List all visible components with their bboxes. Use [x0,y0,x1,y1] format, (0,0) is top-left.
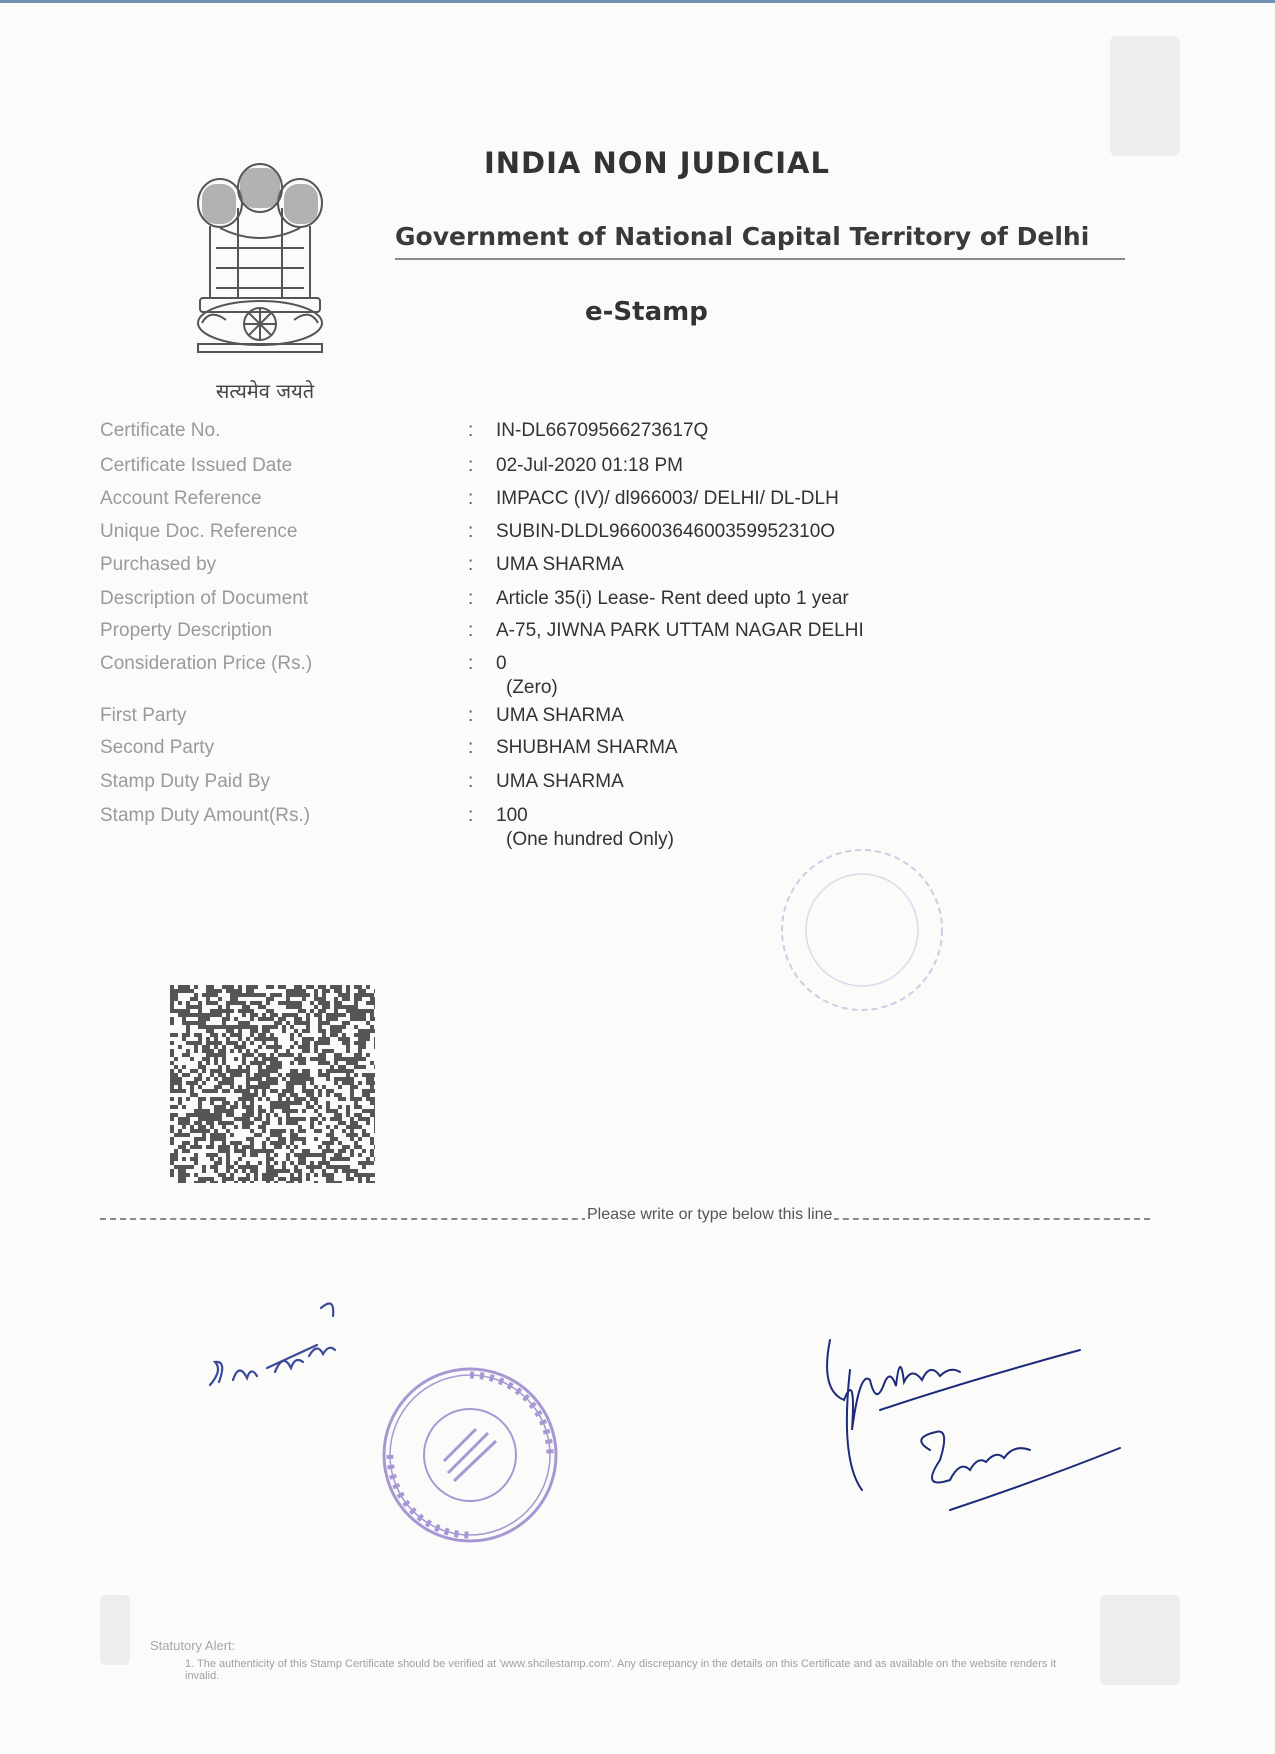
official-seal-icon [378,1363,562,1547]
field-value: UMA SHARMA [496,771,624,792]
national-emblem-icon [180,148,340,373]
field-value: UMA SHARMA [496,705,624,726]
field-value: A-75, JIWNA PARK UTTAM NAGAR DELHI [496,620,864,641]
field-colon: : [468,805,474,826]
scan-smudge [1100,1595,1180,1685]
top-border [0,0,1275,3]
field-row-second-party [0,737,1275,761]
estamp-subtitle: e-Stamp [585,297,708,327]
field-row-property-description [0,620,1275,644]
signature-icon [800,1310,1140,1530]
field-value: SUBIN-DLDL96600364600359952310O [496,521,836,542]
field-colon: : [468,588,474,609]
scan-smudge [1110,36,1180,156]
field-label: Second Party [100,737,215,758]
motto: सत्यमेव जयते [215,379,315,403]
field-label: First Party [100,705,187,726]
field-label: Description of Document [100,588,309,609]
field-value: Article 35(i) Lease- Rent deed upto 1 year [496,588,849,609]
field-value: IMPACC (IV)/ dl966003/ DELHI/ DL-DLH [496,488,839,509]
field-label: Unique Doc. Reference [100,521,298,542]
field-colon: : [468,420,474,441]
field-label: Certificate Issued Date [100,455,293,476]
field-row-purchased-by [0,554,1275,578]
field-value: IN-DL66709566273617Q [496,420,709,441]
field-colon: : [468,521,474,542]
field-colon: : [468,737,474,758]
field-value-words: (One hundred Only) [506,829,674,850]
qr-code-icon [170,985,375,1183]
field-label: Stamp Duty Amount(Rs.) [100,805,311,826]
field-colon: : [468,653,474,674]
field-row-first-party [0,705,1275,729]
field-row-description-of-document [0,588,1275,612]
field-colon: : [468,554,474,575]
field-value: 0 [496,653,507,674]
statutory-alert-title: Statutory Alert: [150,1638,236,1653]
field-label: Consideration Price (Rs.) [100,653,313,674]
field-row-stamp-duty-paid-by [0,771,1275,795]
field-label: Certificate No. [100,420,221,441]
government-title: Government of National Capital Territory of Delhi [395,222,1090,251]
write-below-label: Please write or type below this line [587,1206,833,1223]
field-row-certificate-no [0,420,1275,444]
field-row-unique-doc-reference [0,521,1275,545]
field-colon: : [468,488,474,509]
page-title: INDIA NON JUDICIAL [484,146,830,180]
field-colon: : [468,455,474,476]
handwritten-note-icon [205,1290,355,1410]
field-row-consideration-price [0,653,1275,698]
title-underline [395,258,1125,260]
statutory-alert-text: 1. The authenticity of this Stamp Certificate should be verified at 'www.shcilestamp.com'. Any discrepancy in the details on this Certificate and as available on the website renders it invalid. [185,1658,1056,1682]
field-colon: : [468,771,474,792]
field-label: Account Reference [100,488,262,509]
field-value: UMA SHARMA [496,554,624,575]
scan-smudge [100,1595,130,1665]
field-label: Stamp Duty Paid By [100,771,271,792]
field-colon: : [468,620,474,641]
field-row-stamp-duty-amount [0,805,1275,850]
faint-seal-icon [772,840,952,1020]
field-label: Property Description [100,620,273,641]
field-value: 02-Jul-2020 01:18 PM [496,455,683,476]
field-row-issued-date [0,455,1275,479]
field-label: Purchased by [100,554,217,575]
field-value-words: (Zero) [506,677,558,698]
write-below-line [100,1206,1150,1230]
field-row-account-reference [0,488,1275,512]
field-colon: : [468,705,474,726]
field-value: 100 [496,805,528,826]
field-value: SHUBHAM SHARMA [496,737,678,758]
